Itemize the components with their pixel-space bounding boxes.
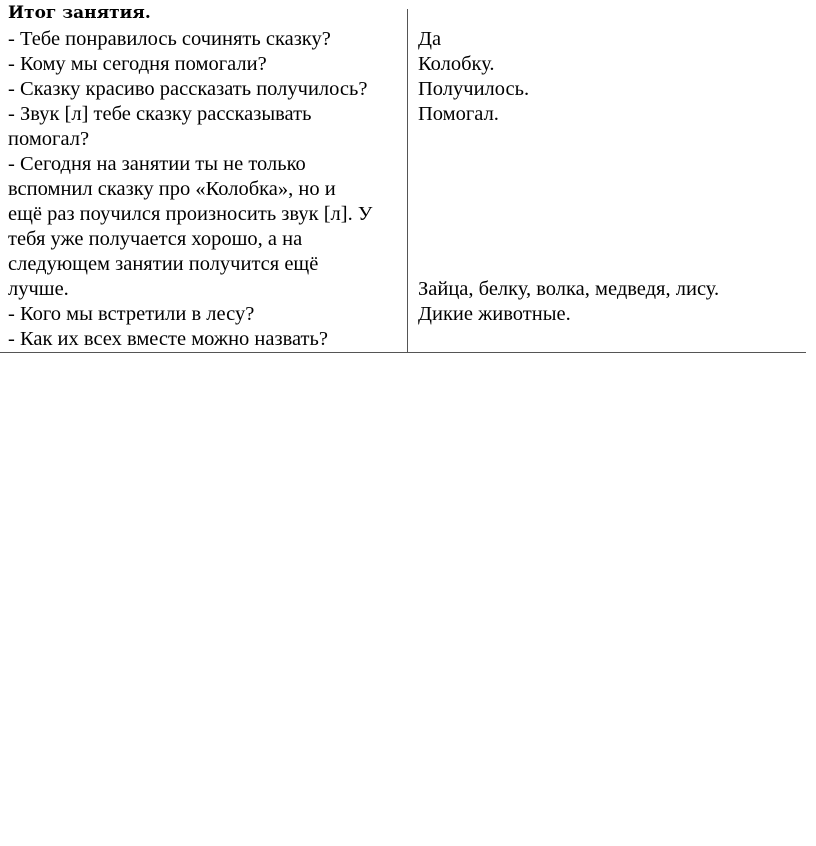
question-line: лучше. (8, 278, 69, 300)
question-line: - Как их всех вместе можно назвать? (8, 328, 328, 350)
question-line: - Сказку красиво рассказать получилось? (8, 78, 368, 100)
question-line: - Кого мы встретили в лесу? (8, 303, 255, 325)
answer-line: Помогал. (418, 103, 499, 125)
question-line: - Сегодня на занятии ты не только (8, 153, 306, 175)
question-line: - Кому мы сегодня помогали? (8, 53, 267, 75)
lesson-summary-table (0, 0, 806, 353)
column-divider (407, 9, 408, 352)
question-line: ещё раз поучился произносить звук [л]. У (8, 203, 373, 225)
question-line: следующем занятии получится ещё (8, 253, 319, 275)
question-line: - Звук [л] тебе сказку рассказывать (8, 103, 312, 125)
answer-line: Получилось. (418, 78, 530, 100)
question-line: помогал? (8, 128, 90, 150)
answer-line: Зайца, белку, волка, медведя, лису. (418, 278, 720, 300)
question-line: тебя уже получается хорошо, а на (8, 228, 303, 250)
answer-line: Да (418, 28, 442, 50)
question-line: - Тебе понравилось сочинять сказку? (8, 28, 331, 50)
section-title: Итог занятия. (8, 3, 151, 23)
answer-line: Колобку. (418, 53, 495, 75)
question-line: вспомнил сказку про «Колобка», но и (8, 178, 336, 200)
answer-line: Дикие животные. (418, 303, 571, 325)
